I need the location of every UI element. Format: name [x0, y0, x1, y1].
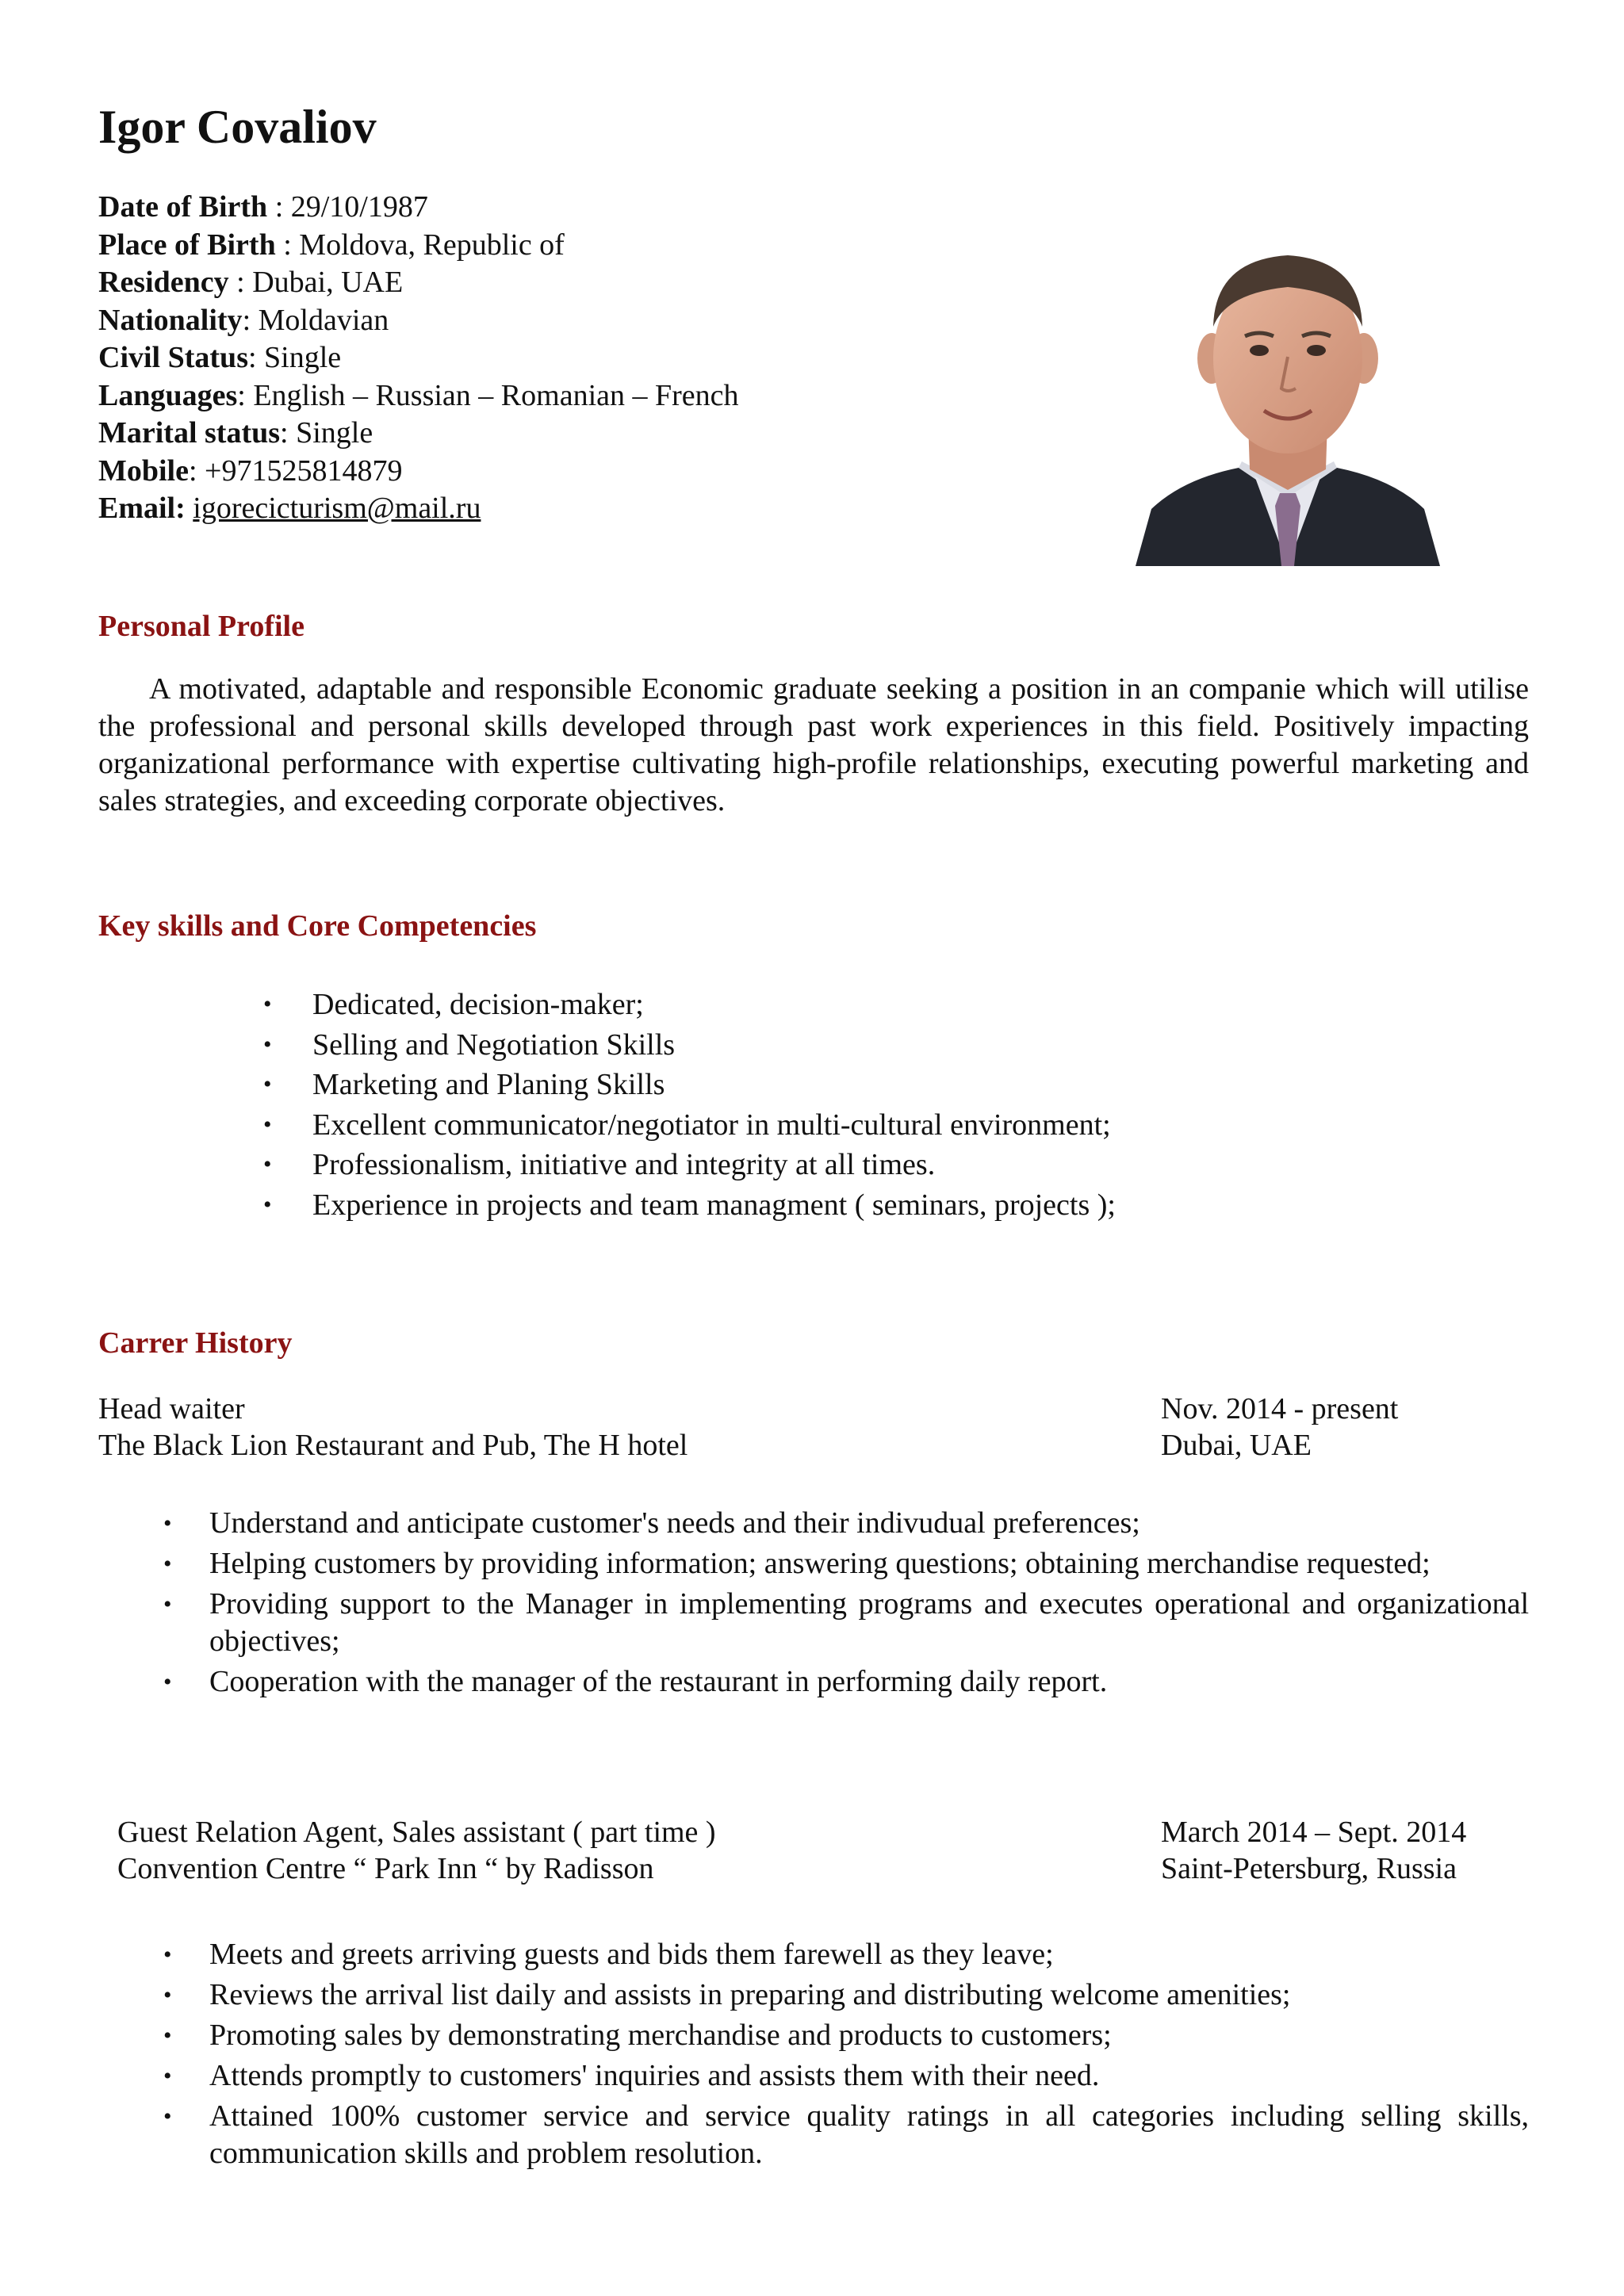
info-label: Nationality: [98, 303, 243, 337]
bullet-icon: •: [263, 1071, 272, 1097]
info-row-civil-status: [98, 339, 739, 377]
duty-text: Attained 100% customer service and service quality ratings in all categories including selling skills, communication skills and problem resolution.: [209, 2099, 1529, 2170]
job-dates: March 2014 – Sept. 2014: [1161, 1816, 1467, 1849]
info-value: : English – Russian – Romanian – French: [237, 378, 739, 412]
bullet-icon: •: [163, 1510, 172, 1536]
list-item: [263, 1105, 1116, 1146]
bullet-icon: •: [163, 1669, 172, 1695]
duty-text: Helping customers by providing information; answering questions; obtaining merchandise requested;: [209, 1547, 1431, 1580]
list-item: [163, 1976, 1529, 2014]
info-value: : Moldavian: [242, 303, 389, 337]
email-link[interactable]: igorecicturism@mail.ru: [193, 492, 481, 525]
bullet-icon: •: [263, 991, 272, 1017]
job-role: Head waiter: [98, 1392, 245, 1425]
bullet-icon: •: [163, 1551, 172, 1577]
skill-text: Excellent communicator/negotiator in multi-cultural environment;: [312, 1108, 1111, 1142]
list-item: [263, 1025, 1116, 1066]
list-item: [163, 2017, 1529, 2054]
personal-profile-text: A motivated, adaptable and responsible Economic graduate seeking a position in an companie which will utilise the professional and personal skills developed through past work experiences in this field. Positively impacting organizational performance with expertise cultivating high-profile relationships, executing powerful marketing and sales strategies, and exceeding corporate objectives.: [98, 672, 1529, 817]
list-item: [163, 1505, 1529, 1542]
list-item: [263, 1185, 1116, 1226]
info-row-languages: [98, 377, 739, 415]
info-value: : 29/10/1987: [267, 190, 428, 224]
section-title-key-skills: Key skills and Core Competencies: [98, 909, 537, 943]
personal-info: [98, 189, 739, 528]
bullet-icon: •: [263, 1111, 272, 1138]
info-row-nationality: [98, 302, 739, 340]
job-duties-list: [163, 1936, 1529, 2175]
bullet-icon: •: [163, 1942, 172, 1968]
info-value: : Moldova, Republic of: [275, 228, 565, 262]
job-dates: Nov. 2014 - present: [1161, 1392, 1399, 1425]
duty-text: Providing support to the Manager in implementing programs and executes operational and organizational objectives;: [209, 1587, 1529, 1658]
info-label: Mobile: [98, 453, 189, 488]
duty-text: Attends promptly to customers' inquiries and assists them with their need.: [209, 2059, 1100, 2092]
info-label: Date of Birth: [98, 190, 268, 224]
list-item: [163, 2098, 1529, 2172]
info-label: Languages: [98, 378, 238, 412]
profile-photo-image: [1136, 224, 1440, 566]
list-item: [163, 1545, 1529, 1582]
duty-text: Understand and anticipate customer's needs and their indivudual preferences;: [209, 1506, 1140, 1540]
duty-text: Reviews the arrival list daily and assists in preparing and distributing welcome amenities;: [209, 1978, 1291, 2011]
bullet-icon: •: [263, 1151, 272, 1177]
candidate-name: Igor Covaliov: [98, 101, 377, 153]
bullet-icon: •: [163, 1591, 172, 1617]
list-item: [163, 1586, 1529, 1660]
bullet-icon: •: [163, 1982, 172, 2008]
duty-text: Promoting sales by demonstrating merchandise and products to customers;: [209, 2019, 1112, 2052]
skill-text: Professionalism, initiative and integrity at all times.: [312, 1148, 936, 1181]
bullet-icon: •: [163, 2063, 172, 2089]
profile-photo: [1136, 224, 1440, 566]
info-value: : Dubai, UAE: [228, 266, 404, 299]
info-label: Marital status: [98, 416, 281, 450]
skills-list: [263, 985, 1116, 1225]
bullet-icon: •: [163, 2103, 172, 2130]
info-row-mobile: [98, 453, 739, 491]
bullet-icon: •: [263, 1191, 272, 1218]
info-label: Residency: [98, 266, 229, 299]
job-role: Guest Relation Agent, Sales assistant ( part time ): [117, 1816, 716, 1849]
job-company: The Black Lion Restaurant and Pub, The H hotel: [98, 1429, 688, 1462]
job-location: Dubai, UAE: [1161, 1429, 1312, 1462]
info-row-email: [98, 490, 739, 528]
list-item: [163, 1936, 1529, 1973]
list-item: [263, 1065, 1116, 1105]
job-company: Convention Centre “ Park Inn “ by Radisson: [117, 1852, 654, 1885]
bullet-icon: •: [263, 1031, 272, 1058]
info-row-residency: [98, 264, 739, 302]
list-item: [163, 1663, 1529, 1701]
skill-text: Selling and Negotiation Skills: [312, 1027, 676, 1062]
duty-text: Meets and greets arriving guests and bids them farewell as they leave;: [209, 1938, 1054, 1971]
section-title-personal-profile: Personal Profile: [98, 610, 304, 643]
info-value: : Single: [280, 416, 373, 450]
list-item: [263, 985, 1116, 1025]
skill-text: Dedicated, decision-maker;: [312, 988, 644, 1021]
info-row-date-of-birth: [98, 189, 739, 227]
info-value: : +971525814879: [188, 453, 403, 488]
list-item: [163, 2057, 1529, 2095]
job-location: Saint-Petersburg, Russia: [1161, 1852, 1457, 1885]
list-item: [263, 1145, 1116, 1185]
bullet-icon: •: [163, 2022, 172, 2049]
info-row-place-of-birth: [98, 227, 739, 265]
duty-text: Cooperation with the manager of the restaurant in performing daily report.: [209, 1665, 1108, 1698]
skill-text: Marketing and Planing Skills: [312, 1068, 665, 1101]
info-row-marital-status: [98, 415, 739, 453]
info-label: Place of Birth: [98, 228, 276, 262]
skill-text: Experience in projects and team managment ( seminars, projects );: [312, 1188, 1116, 1222]
info-value: : Single: [247, 341, 342, 374]
job-duties-list: [163, 1505, 1529, 1704]
section-title-career-history: Carrer History: [98, 1326, 293, 1360]
info-label: Email:: [98, 492, 186, 525]
info-label: Civil Status: [98, 341, 248, 374]
